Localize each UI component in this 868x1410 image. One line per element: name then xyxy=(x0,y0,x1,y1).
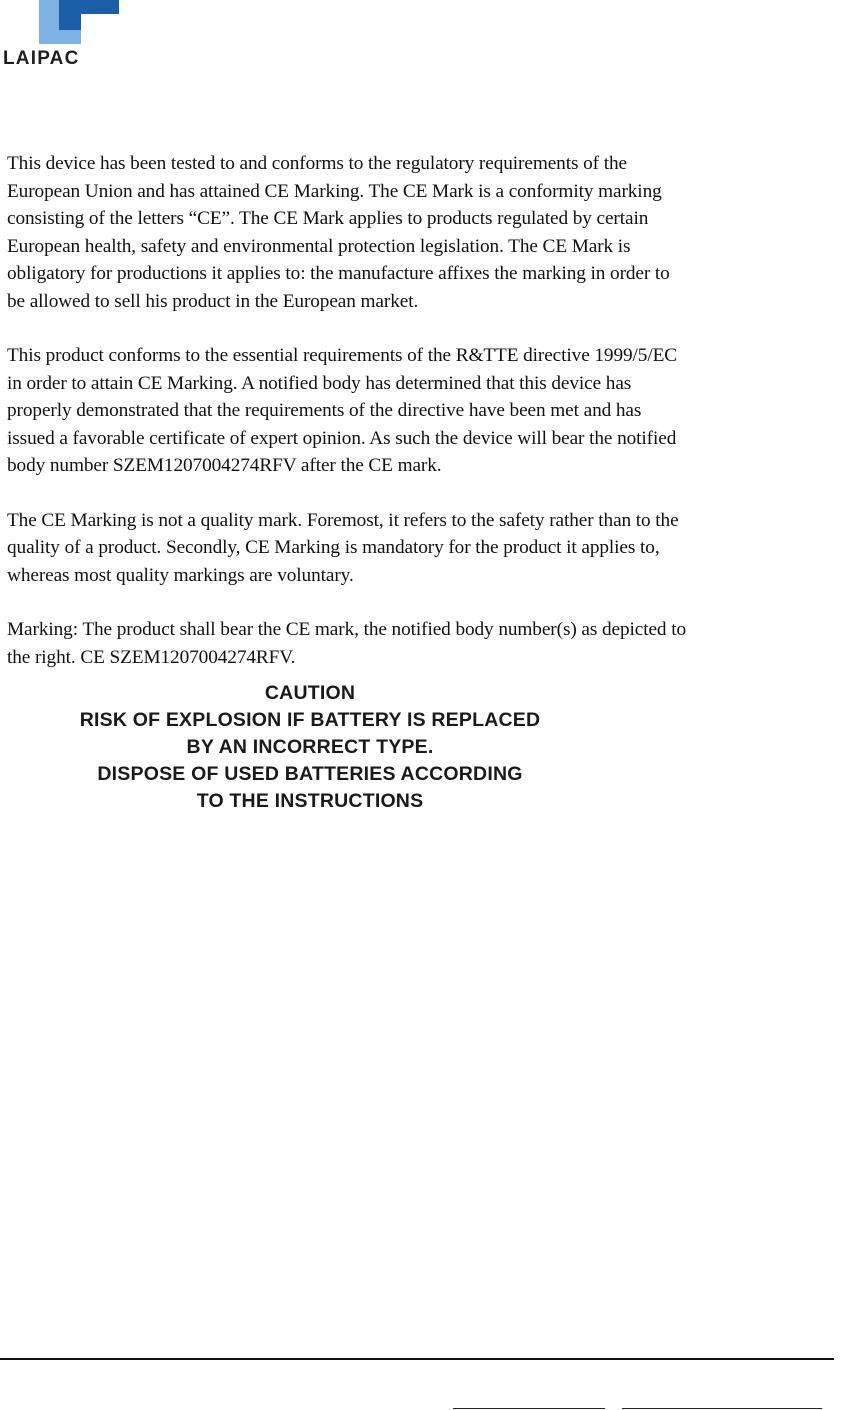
paragraph-quality-mark xyxy=(7,507,865,590)
caution-line: TO THE INSTRUCTIONS xyxy=(196,790,424,812)
text-line: whereas most quality markings are voluntary. xyxy=(7,564,354,586)
caution-line: BY AN INCORRECT TYPE. xyxy=(186,736,434,758)
caution-line: DISPOSE OF USED BATTERIES ACCORDING xyxy=(97,763,523,785)
footer-signature-line xyxy=(453,1408,605,1409)
laipac-logo xyxy=(3,0,153,70)
battery-caution-notice xyxy=(20,680,600,815)
text-line: European Union and has attained CE Marking. The CE Mark is a conformity marking xyxy=(7,180,662,202)
caution-heading: CAUTION xyxy=(264,682,356,704)
text-line: This device has been tested to and conforms to the regulatory requirements of the xyxy=(7,153,627,174)
text-line: in order to attain CE Marking. A notified body has determined that this device has xyxy=(7,372,632,394)
text-line: be allowed to sell his product in the European market. xyxy=(7,290,419,312)
paragraph-ce-conformity xyxy=(7,150,865,315)
logo-wordmark: LAIPAC xyxy=(3,48,80,69)
paragraph-marking xyxy=(7,616,865,671)
text-line: body number SZEM1207004274RFV after the CE mark. xyxy=(7,455,442,476)
text-line: properly demonstrated that the requirements of the directive have been met and has xyxy=(7,400,642,421)
logo-notch xyxy=(81,14,119,30)
text-line: the right. CE SZEM1207004274RFV. xyxy=(7,646,296,668)
text-line: obligatory for productions it applies to: the manufacture affixes the marking in order to xyxy=(7,263,670,284)
text-line: Marking: The product shall bear the CE mark, the notified body number(s) as depicted to xyxy=(7,619,686,640)
caution-line: RISK OF EXPLOSION IF BATTERY IS REPLACED xyxy=(79,709,541,731)
text-line: issued a favorable certificate of expert opinion. As such the device will bear the notified xyxy=(7,427,677,449)
text-line: quality of a product. Secondly, CE Marking is mandatory for the product it applies to, xyxy=(7,537,660,558)
footer-divider xyxy=(0,1358,834,1360)
document-body xyxy=(7,150,865,698)
text-line: European health, safety and environmental protection legislation. The CE Mark is xyxy=(7,235,631,257)
paragraph-rtte-directive xyxy=(7,342,865,480)
text-line: The CE Marking is not a quality mark. Foremost, it refers to the safety rather than to the xyxy=(7,509,679,531)
text-line: consisting of the letters “CE”. The CE Mark applies to products regulated by certain xyxy=(7,208,649,229)
laipac-logo-mark xyxy=(39,0,119,44)
text-line: This product conforms to the essential requirements of the R&TTE directive 1999/5/EC xyxy=(7,345,678,366)
footer-date-line xyxy=(622,1408,822,1409)
